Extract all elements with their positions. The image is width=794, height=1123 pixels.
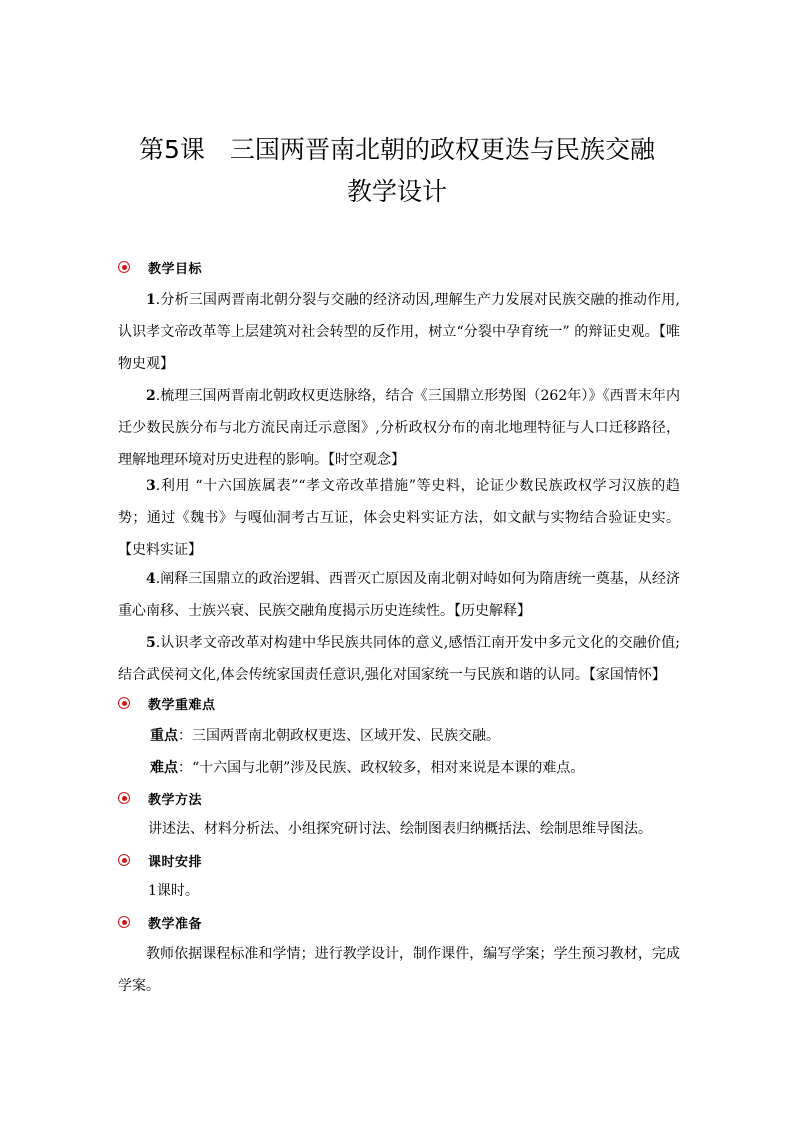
item-number: 3 (146, 478, 156, 494)
section-heading: 课时安排 (148, 854, 203, 870)
objective-item (118, 284, 680, 380)
section-heading: 教学目标 (148, 261, 203, 277)
item-text: .利用 “十六国族属表”“孝文帝改革措施”等史料，论证少数民族政权学习汉族的趋势；通过《魏书》与嘎仙洞考古互证，体会史料实证方法，如文献与实物结合验证史实。【史料实证】 (118, 478, 680, 558)
item-text: .分析三国两晋南北朝分裂与交融的经济动因,理解生产力发展对民族交融的推动作用,认识孝文帝改革等上层建筑对社会转型的反作用，树立“分裂中孕育统一” 的辩证史观。【唯物史观】 (118, 292, 680, 372)
section-heading: 教学重难点 (148, 697, 216, 713)
target-bullet-icon (118, 697, 130, 709)
objective-item (118, 563, 680, 627)
document-title: 第5课 三国两晋南北朝的政权更迭与民族交融 (139, 135, 655, 164)
item-number: 4 (146, 571, 156, 587)
item-text: .认识孝文帝改革对构建中华民族共同体的意义,感悟江南开发中多元文化的交融价值;结合武侯祠文化,体会传统家国责任意识,强化对国家统一与民族和谐的认同。【家国情怀】 (118, 635, 680, 683)
objective-item (118, 470, 680, 566)
section-heading: 教学准备 (148, 916, 203, 932)
target-bullet-icon (118, 916, 130, 928)
preparation-text: 教师依据课程标准和学情；进行教学设计，制作课件，编写学案；学生预习教材，完成学案。 (118, 946, 680, 994)
methods-text: 讲述法、材料分析法、小组探究研讨法、绘制图表归纳概括法、绘制思维导图法。 (148, 821, 652, 837)
item-number: 1 (146, 292, 156, 308)
section-heading: 教学方法 (148, 792, 203, 808)
difficulty-label: 难点 (150, 760, 178, 776)
schedule-text: 1课时。 (148, 883, 199, 899)
difficulty-line (150, 756, 584, 780)
item-text: .阐释三国鼎立的政治逻辑、西晋灭亡原因及南北朝对峙如何为隋唐统一奠基，从经济重心南移、士族兴衰、民族交融角度揭示历史连续性。【历史解释】 (118, 571, 680, 619)
section-methods (118, 786, 202, 810)
item-number: 5 (146, 635, 156, 651)
focus-label: 重点 (150, 728, 178, 744)
objective-item (118, 380, 680, 476)
focus-text: ：三国两晋南北朝政权更迭、区域开发、民族交融。 (178, 728, 500, 744)
target-bullet-icon (118, 792, 130, 804)
focus-line (150, 724, 500, 748)
objective-item (118, 627, 680, 691)
section-key-points (118, 691, 216, 715)
item-text: .梳理三国两晋南北朝政权更迭脉络，结合《三国鼎立形势图（262年）》《西晋末年内迁少数民族分布与北方流民南迁示意图》,分析政权分布的南北地理特征与人口迁移路径，理解地理环境对历史进程的影响。【时空观念】 (118, 388, 680, 468)
section-schedule (118, 848, 202, 872)
item-number: 2 (146, 388, 156, 404)
target-bullet-icon (118, 261, 130, 273)
difficulty-text: ：“十六国与北朝”涉及民族、政权较多，相对来说是本课的难点。 (178, 760, 585, 776)
document-subtitle: 教学设计 (346, 177, 447, 206)
target-bullet-icon (118, 854, 130, 866)
section-preparation (118, 910, 202, 934)
section-objectives (118, 255, 202, 279)
